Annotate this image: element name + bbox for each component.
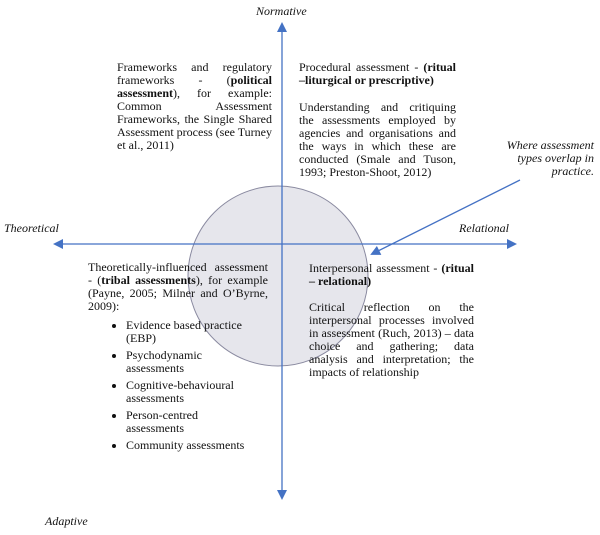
procedural-heading — [299, 61, 456, 87]
interpersonal-body: Critical reflection on the interpersonal processes involved in assessment (Ruch, 2013) – data choice and gathering; data analysis and interpretation; the impacts of relationship — [309, 300, 474, 379]
political-text-before: Frameworks and regulatory frameworks - ( — [117, 60, 272, 87]
quadrant-interpersonal — [309, 262, 474, 379]
procedural-body: Understanding and critiquing the assessments employed by agencies and organisations and the ways in which these are conducted (Smale and Tuson, 1993; Preston-Shoot, 2012) — [299, 100, 456, 179]
list-item: • Psychodynamic assessments — [126, 349, 251, 375]
list-item: • Cognitive-behavioural assessments — [126, 379, 251, 405]
list-item: • Evidence based practice (EBP) — [126, 319, 251, 345]
tribal-bold: tribal assessments — [101, 273, 196, 287]
tribal-text-after: ), for example (Payne, 2005; Milner and O’Byrne, 2009): — [88, 273, 268, 313]
tribal-text-before: Theoretically-influenced assessment - ( — [88, 260, 268, 287]
political-bold: political assessment — [117, 73, 272, 100]
list-item: • Community assessments — [126, 439, 251, 452]
procedural-heading-text: Procedural assessment - — [299, 60, 424, 74]
axis-label-relational: Relational — [459, 221, 509, 235]
interpersonal-heading-text: Interpersonal assessment - — [309, 261, 442, 275]
annotation-arrow — [372, 180, 520, 254]
interpersonal-heading — [309, 262, 474, 288]
quadrant-tribal — [88, 261, 268, 456]
list-item: • Person-centred assessments — [126, 409, 251, 435]
overlap-annotation: Where assessment types overlap in practice. — [506, 138, 594, 178]
quadrant-political — [117, 61, 272, 152]
quadrant-procedural — [299, 61, 456, 179]
political-text-after: ), for example: Common Assessment Frameworks, the Single Shared Assessment process (see Turney et al., 2011) — [117, 86, 272, 152]
interpersonal-heading-bold: (ritual – relational) — [309, 261, 474, 288]
axis-label-adaptive: Adaptive — [45, 514, 88, 528]
axis-label-normative: Normative — [256, 4, 307, 18]
assessment-types-list — [102, 319, 251, 452]
axis-label-theoretical: Theoretical — [4, 221, 59, 235]
procedural-heading-bold: (ritual –liturgical or prescriptive) — [299, 60, 456, 87]
